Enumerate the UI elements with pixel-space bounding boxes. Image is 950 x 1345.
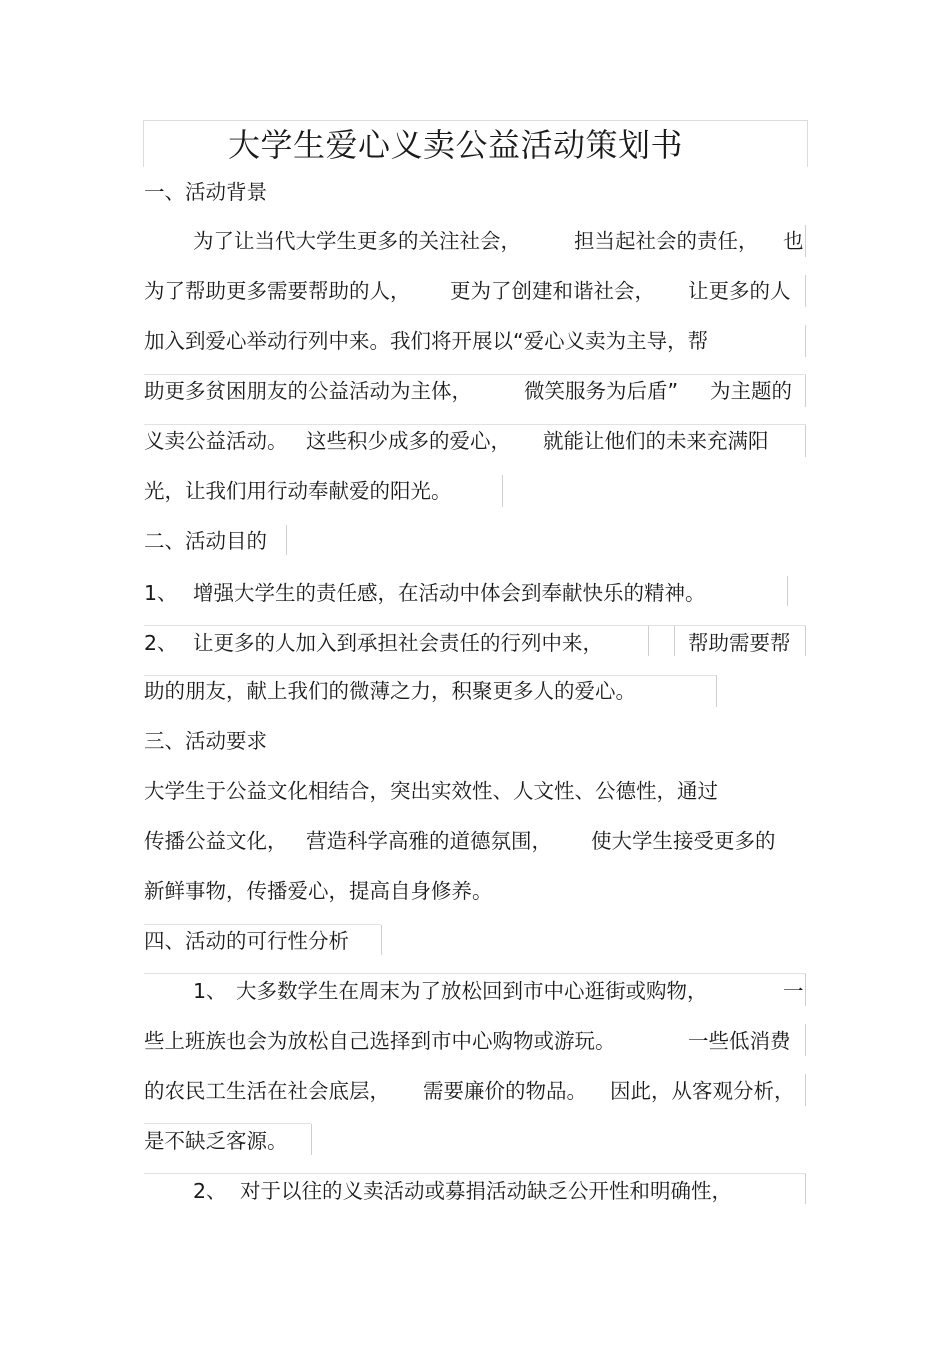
text-frame-edge [805,375,806,407]
paragraph-text: 新鲜事物，传播爱心，提高自身修养。 [144,879,493,903]
list-item-text: 大多数学生在周末为了放松回到市中心逛街或购物， [236,979,708,1003]
section-heading-requirements: 三、活动要求 [144,729,267,753]
text-frame-edge [502,475,503,507]
paragraph-text: 大学生于公益文化相结合，突出实效性、人文性、公德性，通过 [144,779,718,803]
text-frame-edge [805,1174,806,1204]
document-title: 大学生爱心义卖公益活动策划书 [228,126,684,164]
text-frame-edge [144,973,806,974]
paragraph-text: 为主题的 [710,379,792,403]
paragraph-text: 更为了创建和谐社会， [450,279,655,303]
list-item-text: 因此，从客观分析， [610,1079,795,1103]
list-item-text: 些上班族也会为放松自己选择到市中心购物或游玩。 [144,1029,616,1053]
list-item-number: 1、 [144,581,178,605]
text-frame-edge [286,525,287,555]
paragraph-text: 为了帮助更多需要帮助的人， [144,279,411,303]
list-item-text: 需要廉价的物品。 [423,1079,587,1103]
list-item-text: 一些低消费 [688,1029,791,1053]
paragraph-text: 加入到爱心举动行列中来。我们将开展以“爱心义卖为主导，帮 [144,329,709,353]
paragraph-text: 为了让当代大学生更多的关注社会， [193,229,521,253]
text-frame-edge [144,1173,806,1174]
text-frame-edge [144,424,806,425]
text-frame-edge [144,1123,311,1124]
text-frame-edge [787,576,788,606]
text-frame-edge [805,225,806,257]
paragraph-text: 微笑服务为后盾” [524,379,679,403]
text-frame-edge [648,626,649,656]
list-item-number: 1、 [193,979,227,1003]
list-item-text: 一 [783,979,804,1003]
paragraph-text: 营造科学高雅的道德氛围， [306,829,552,853]
text-frame-edge [144,625,806,626]
section-heading-feasibility: 四、活动的可行性分析 [144,929,349,953]
section-heading-background: 一、活动背景 [144,180,267,204]
paragraph-text: 传播公益文化， [144,829,288,853]
text-frame-edge [805,275,806,307]
text-frame-edge [805,974,806,1006]
list-item-text: 对于以往的义卖活动或募捐活动缺乏公开性和明确性， [240,1179,732,1203]
text-frame-edge [311,1124,312,1155]
list-item-number: 2、 [193,1179,227,1203]
list-item-text: 的农民工生活在社会底层， [144,1079,390,1103]
paragraph-text: 也 [783,229,804,253]
paragraph-text: 使大学生接受更多的 [591,829,776,853]
list-item-text: 让更多的人加入到承担社会责任的行列中来， [193,631,603,655]
paragraph-text: 义卖公益活动。 [144,429,288,453]
text-frame-edge [805,1024,806,1056]
paragraph-text: 就能让他们的未来充满阳 [543,429,769,453]
list-item-text: 增强大学生的责任感，在活动中体会到奉献快乐的精神。 [193,581,706,605]
paragraph-text: 光，让我们用行动奉献爱的阳光。 [144,479,452,503]
paragraph-text: 这些积少成多的爱心， [306,429,511,453]
paragraph-text: 担当起社会的责任， [574,229,759,253]
list-item-text: 是不缺乏客源。 [144,1129,288,1153]
list-item-text: 帮助需要帮 [688,631,791,655]
text-frame-edge [144,374,806,375]
text-frame-edge [805,425,806,457]
list-item-text: 助的朋友，献上我们的微薄之力，积聚更多人的爱心。 [144,679,636,703]
text-frame-edge [805,325,806,357]
text-frame-edge [805,626,806,656]
text-frame-edge [805,1074,806,1106]
text-frame-edge [674,626,675,656]
text-frame-edge [716,675,717,707]
text-frame-edge [144,924,381,925]
paragraph-text: 让更多的人 [688,279,791,303]
list-item-number: 2、 [144,631,178,655]
text-frame-edge [381,925,382,955]
section-heading-purpose: 二、活动目的 [144,529,267,553]
paragraph-text: 助更多贫困朋友的公益活动为主体， [144,379,472,403]
